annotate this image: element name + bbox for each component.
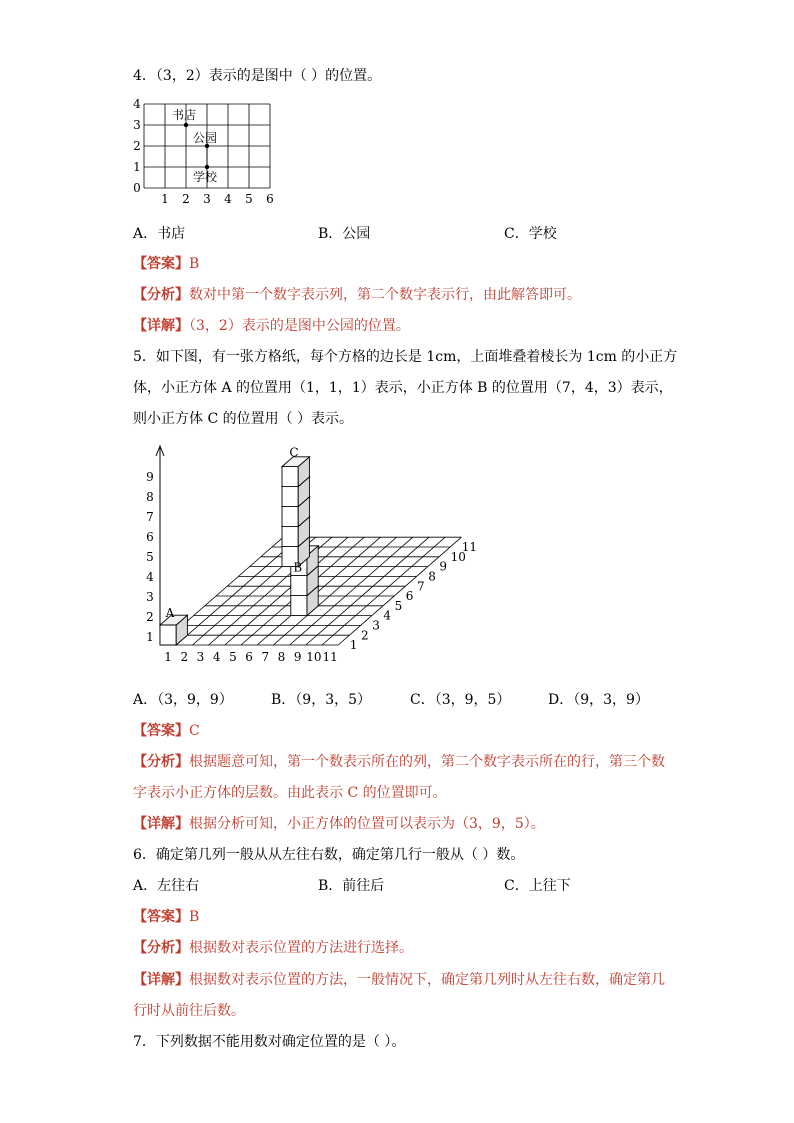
cube-b-front — [291, 596, 307, 616]
analysis-text: 数对中第一个数字表示列，第二个数字表示行，由此解答即可。 — [189, 287, 581, 303]
q5-cube-figure — [130, 440, 500, 672]
x-tick-label: 6 — [266, 192, 274, 206]
q5-analysis-line-1 — [133, 752, 665, 772]
y-tick-label: 4 — [133, 98, 141, 111]
depth-tick-label: 2 — [361, 628, 369, 643]
answer-tag: 【答案】 — [133, 723, 189, 739]
depth-tick-label: 6 — [405, 589, 414, 604]
place-label: 公园 — [193, 131, 218, 145]
cube-b-front — [291, 576, 307, 596]
vertical-tick-label: 1 — [146, 630, 154, 644]
answer-tag: 【答案】 — [133, 909, 189, 925]
detail-tag: 【详解】 — [133, 816, 189, 832]
q5-option-b[interactable]: B．（9，3，5） — [271, 692, 372, 708]
cube-a-label: A — [165, 606, 175, 620]
detail-text: 根据数对表示位置的方法，一般情况下，确定第几列时从左往右数，确定第几 — [189, 972, 665, 988]
q4-option-c[interactable]: C．学校 — [504, 226, 557, 242]
depth-tick-label: 4 — [383, 608, 392, 623]
q5-analysis-line-2: 字表示小正方体的层数。由此表示 C 的位置即可。 — [133, 785, 447, 801]
cube-c-front — [282, 507, 298, 527]
q5-answer — [133, 721, 200, 741]
q4-option-b[interactable]: B．公园 — [318, 226, 371, 242]
x-tick-label: 2 — [182, 192, 190, 206]
bottom-tick-label: 6 — [245, 650, 253, 664]
q4-analysis — [133, 285, 581, 305]
bottom-tick-label: 10 — [306, 650, 322, 664]
q6-detail-line-2: 行时从前往后数。 — [133, 1003, 245, 1019]
y-tick-label: 3 — [133, 118, 141, 132]
depth-tick-label: 10 — [450, 549, 466, 564]
analysis-text: 根据数对表示位置的方法进行选择。 — [189, 940, 413, 956]
depth-tick-label: 8 — [428, 569, 436, 584]
bottom-tick-label: 1 — [164, 650, 172, 664]
answer-value: C — [189, 723, 200, 739]
vertical-tick-label: 7 — [146, 510, 154, 524]
bottom-tick-label: 11 — [322, 650, 338, 664]
grid-line-depth — [176, 537, 299, 645]
q6-option-b[interactable]: B．前往后 — [318, 878, 385, 894]
detail-tag: 【详解】 — [133, 972, 189, 988]
analysis-tag: 【分析】 — [133, 754, 189, 770]
q6-analysis — [133, 938, 413, 958]
q4-answer — [133, 254, 199, 274]
cube-c-label: C — [289, 445, 299, 460]
q5-stem-line-3: 则小正方体 C 的位置用（ ）表示。 — [133, 411, 354, 427]
y-tick-label: 0 — [133, 181, 141, 195]
vertical-tick-label: 8 — [146, 490, 154, 504]
answer-tag: 【答案】 — [133, 256, 189, 272]
q4-stem: 4．（3，2）表示的是图中（ ）的位置。 — [133, 68, 382, 84]
place-label: 学校 — [193, 170, 218, 184]
place-point — [184, 123, 188, 127]
x-tick-label: 5 — [245, 192, 253, 206]
analysis-tag: 【分析】 — [133, 940, 189, 956]
detail-text: （3，2）表示的是图中公园的位置。 — [189, 318, 410, 334]
q4-option-a[interactable]: A．书店 — [133, 226, 186, 242]
q5-detail — [133, 814, 545, 834]
vertical-tick-label: 6 — [146, 530, 154, 544]
y-tick-label: 2 — [133, 139, 141, 153]
detail-text: 根据分析可知，小正方体的位置可以表示为（3，9，5）。 — [189, 816, 545, 832]
bottom-tick-label: 9 — [293, 650, 302, 664]
grid-line-depth — [322, 537, 448, 645]
vertical-tick-label: 3 — [146, 590, 154, 604]
q6-detail-line-1 — [133, 970, 665, 990]
vertical-tick-label: 9 — [146, 470, 154, 484]
x-tick-label: 1 — [161, 192, 169, 206]
answer-value: B — [189, 256, 200, 272]
q6-option-a[interactable]: A．左往右 — [133, 878, 200, 894]
q5-stem-line-1: 5．如下图，有一张方格纸，每个方格的边长是 1cm，上面堆叠着棱长为 1cm 的小正方 — [133, 349, 678, 365]
detail-tag: 【详解】 — [133, 318, 189, 334]
bottom-tick-label: 8 — [277, 650, 286, 664]
depth-tick-label: 1 — [349, 638, 358, 653]
y-tick-label: 1 — [133, 160, 141, 174]
vertical-tick-label: 2 — [146, 610, 154, 624]
q6-answer — [133, 907, 199, 927]
vertical-tick-label: 4 — [146, 570, 154, 584]
q4-grid-figure — [128, 98, 288, 210]
depth-tick-label: 11 — [461, 540, 478, 555]
bottom-tick-label: 7 — [261, 650, 270, 664]
cube-b-label: B — [293, 560, 303, 575]
place-label: 书店 — [172, 108, 197, 122]
x-tick-label: 4 — [224, 192, 232, 206]
answer-value: B — [189, 909, 200, 925]
q6-stem: 6．确定第几列一般从从左往右数，确定第几行一般从（ ）数。 — [133, 847, 525, 863]
analysis-text: 根据题意可知，第一个数表示所在的列，第二个数字表示所在的行，第三个数 — [189, 754, 665, 770]
place-point — [205, 165, 209, 169]
depth-tick-label: 7 — [417, 579, 425, 594]
depth-tick-label: 9 — [439, 559, 448, 574]
q5-stem-line-2: 体，小正方体 A 的位置用（1，1，1）表示，小正方体 B 的位置用（7，4，3）表示， — [133, 380, 673, 396]
q5-option-a[interactable]: A．（3，9，9） — [133, 692, 233, 708]
bottom-tick-label: 4 — [212, 650, 221, 664]
analysis-tag: 【分析】 — [133, 287, 189, 303]
cube-c-front — [282, 487, 298, 507]
x-tick-label: 3 — [203, 192, 211, 206]
bottom-tick-label: 3 — [196, 650, 205, 664]
bottom-tick-label: 5 — [229, 650, 237, 664]
depth-tick-label: 3 — [372, 618, 380, 633]
q7-stem: 7．下列数据不能用数对确定位置的是（ ）。 — [133, 1034, 406, 1050]
depth-tick-label: 5 — [394, 598, 403, 613]
cube-a-front — [160, 625, 176, 645]
cube-c-front — [282, 467, 298, 487]
cube-c-front — [282, 527, 298, 547]
q6-option-c[interactable]: C．上往下 — [504, 878, 571, 894]
bottom-tick-label: 2 — [180, 650, 189, 664]
vertical-tick-label: 5 — [146, 550, 154, 564]
q5-option-c[interactable]: C．（3，9，5） — [410, 692, 511, 708]
grid-line-depth — [338, 537, 461, 645]
q4-detail — [133, 316, 410, 336]
q5-option-d[interactable]: D．（9，3，9） — [548, 692, 649, 708]
